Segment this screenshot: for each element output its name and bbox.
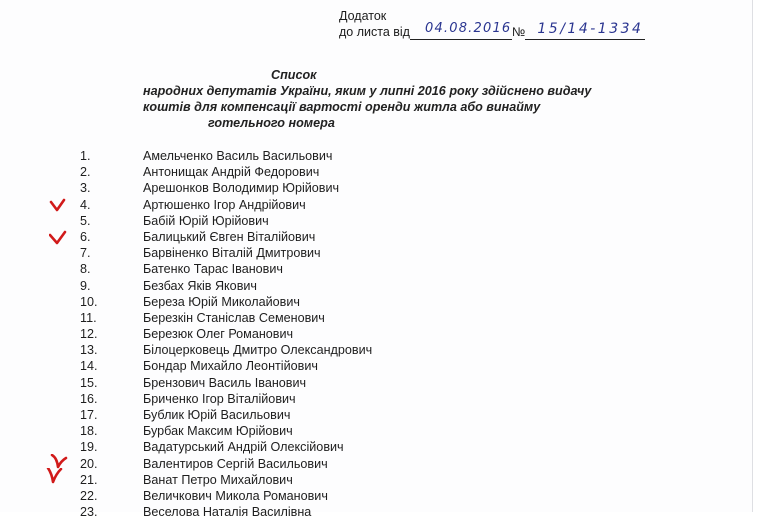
deputy-name: Валентиров Сергій Васильович [143, 456, 328, 471]
list-item-number: 5. [80, 213, 91, 228]
list-item-number: 20. [80, 456, 98, 471]
list-item-number: 9. [80, 278, 91, 293]
list-item-number: 7. [80, 246, 91, 261]
list-item [0, 439, 752, 455]
list-item-number: 2. [80, 165, 91, 180]
list-item [0, 504, 752, 520]
list-item [0, 294, 752, 310]
list-item [0, 148, 752, 164]
check-mark-icon [49, 198, 67, 214]
deputy-name: Антонищак Андрій Федорович [143, 165, 320, 180]
deputy-name: Безбах Яків Якович [143, 278, 257, 293]
list-item [0, 310, 752, 326]
list-item [0, 342, 752, 358]
handwritten-number: 15/14-1334 [537, 21, 644, 37]
title-line-3: коштів для компенсації вартості оренди житла або винайму [143, 100, 541, 114]
scan-margin [753, 0, 763, 512]
deputy-name: Бурбак Максим Юрійович [143, 424, 293, 439]
deputy-name: Березкін Станіслав Семенович [143, 310, 325, 325]
appendix-label: Додаток [339, 9, 387, 23]
deputy-name: Брензович Василь Іванович [143, 375, 307, 390]
deputy-name: Береза Юрій Миколайович [143, 294, 300, 309]
deputy-name: Амельченко Василь Васильович [143, 149, 333, 163]
deputy-name: Веселова Наталія Василівна [143, 505, 312, 520]
appendix-header [339, 8, 645, 40]
list-item [0, 456, 752, 472]
deputy-name: Бублик Юрій Васильович [143, 408, 291, 422]
deputy-list [0, 148, 752, 520]
list-item-number: 1. [80, 149, 91, 163]
list-item [0, 180, 752, 196]
list-item-number: 6. [80, 229, 91, 244]
list-item-number: 4. [80, 197, 91, 212]
check-mark-icon [46, 468, 64, 488]
list-item-number: 15. [80, 375, 98, 390]
list-item-number: 22. [80, 488, 98, 503]
deputy-name: Бондар Михайло Леонтійович [143, 359, 318, 374]
list-item-number: 3. [80, 181, 91, 196]
letter-date-field [410, 21, 512, 40]
list-item-number: 19. [80, 440, 98, 455]
deputy-name: Барвіненко Віталій Дмитрович [143, 246, 321, 261]
title-line-4: готельного номера [208, 116, 335, 130]
deputy-name: Батенко Тарас Іванович [143, 262, 283, 277]
list-item [0, 375, 752, 391]
letter-reference-line [339, 21, 645, 40]
list-item-number: 18. [80, 424, 98, 439]
list-item-number: 17. [80, 408, 98, 422]
list-item [0, 261, 752, 277]
title-line-1: Список [271, 68, 317, 82]
list-item-number: 11. [80, 310, 97, 325]
list-item [0, 407, 752, 423]
list-item-number: 21. [80, 472, 98, 487]
deputy-name: Бабій Юрій Юрійович [143, 213, 269, 228]
list-item-number: 23. [80, 505, 98, 520]
list-item-number: 12. [80, 327, 98, 342]
deputy-name: Білоцерковець Дмитро Олександрович [143, 343, 373, 358]
handwritten-date: 04.08.2016 [424, 21, 512, 36]
letter-number-field [525, 21, 645, 40]
deputy-name: Вадатурський Андрій Олексійович [143, 440, 344, 455]
deputy-name: Артюшенко Ігор Андрійович [143, 197, 306, 212]
check-mark-icon [49, 230, 67, 246]
list-item-number: 10. [80, 294, 98, 309]
list-item [0, 488, 752, 504]
list-item-number: 13. [80, 343, 98, 358]
deputy-name: Величкович Микола Романович [143, 488, 328, 503]
list-item [0, 229, 752, 245]
list-item [0, 197, 752, 213]
deputy-name: Березюк Олег Романович [143, 327, 294, 342]
deputy-name: Арешонков Володимир Юрійович [143, 181, 340, 196]
list-item [0, 326, 752, 342]
list-item [0, 423, 752, 439]
number-sign: № [511, 25, 526, 39]
list-item-number: 8. [80, 262, 91, 277]
list-item-number: 14. [80, 359, 98, 374]
letter-prefix: до листа від [339, 25, 410, 39]
title-line-2: народних депутатів України, яким у липні 2016 року здійснено видачу [143, 84, 592, 98]
list-item [0, 245, 752, 261]
list-item [0, 164, 752, 180]
deputy-name: Балицький Євген Віталійович [143, 229, 316, 244]
list-item [0, 391, 752, 407]
list-item [0, 278, 752, 294]
deputy-name: Бриченко Ігор Віталійович [143, 391, 296, 406]
list-item-number: 16. [80, 391, 98, 406]
list-item [0, 358, 752, 374]
list-item [0, 213, 752, 229]
list-item [0, 472, 752, 488]
deputy-name: Ванат Петро Михайлович [143, 472, 293, 487]
